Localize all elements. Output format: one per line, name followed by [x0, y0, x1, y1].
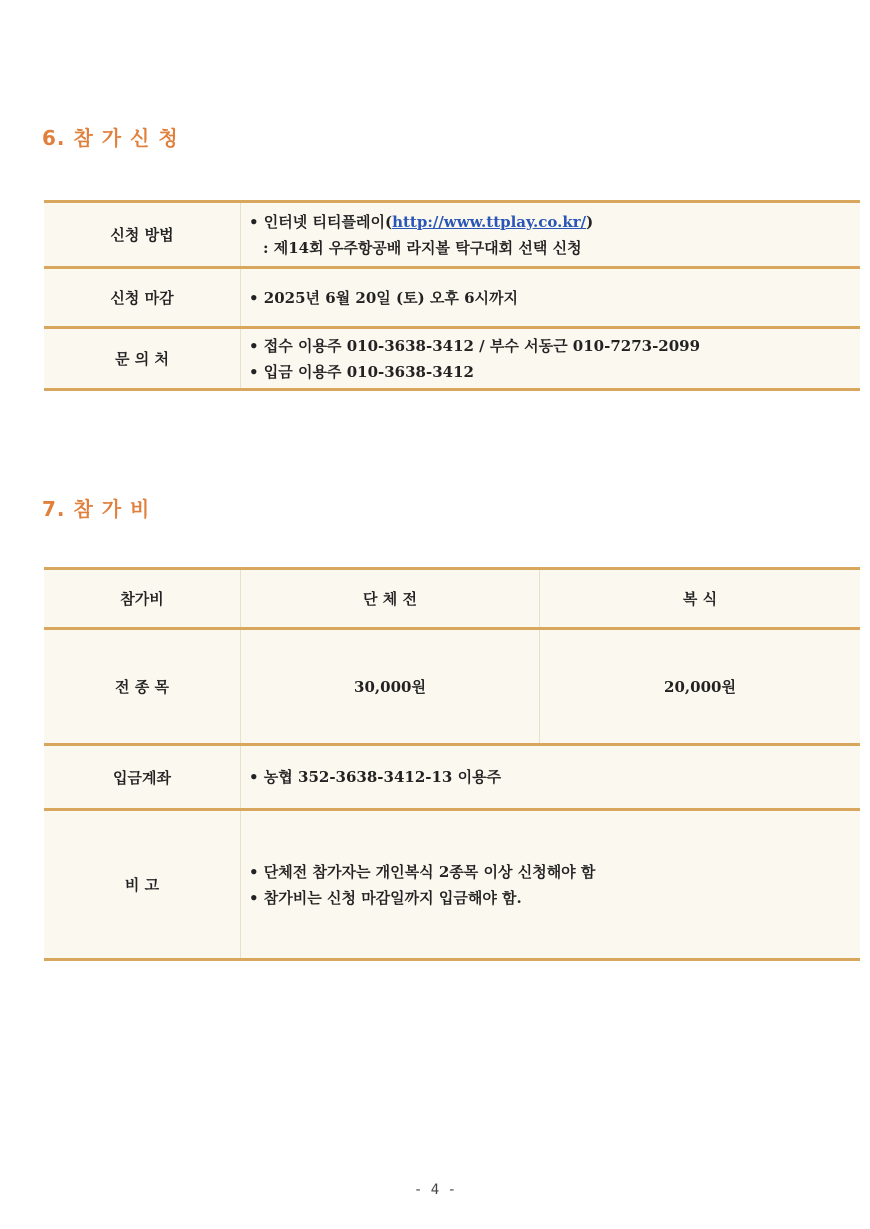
row-content-deadline [241, 269, 860, 326]
contact-line-1: • 접수 이용주 010-3638-3412 / 부수 서동근 010-7273-2099 [249, 336, 701, 355]
page-number: - 4 - [413, 1182, 457, 1198]
section-6-title: 6. 참 가 신 청 [42, 126, 179, 150]
method-suffix: ) [586, 212, 594, 231]
table-row [44, 326, 860, 391]
ttplay-link[interactable]: http://www.ttplay.co.kr/ [392, 212, 587, 231]
note-label: 비 고 [44, 811, 241, 958]
application-table [44, 200, 860, 391]
method-prefix: • 인터넷 티티플레이( [249, 212, 393, 231]
note-line-1: • 단체전 참가자는 개인복식 2종목 이상 신청해야 함 [249, 862, 596, 881]
fee-team-value: 30,000원 [241, 630, 540, 743]
note-content [241, 811, 860, 958]
account-label: 입금계좌 [44, 746, 241, 808]
method-line-1 [249, 209, 860, 235]
table-row [44, 627, 860, 743]
fee-table [44, 567, 860, 961]
fee-header-label: 참가비 [44, 570, 241, 627]
method-line-2: : 제14회 우주항공배 라지볼 탁구대회 선택 신청 [263, 238, 582, 257]
fee-header-team: 단 체 전 [241, 570, 540, 627]
table-row [44, 743, 860, 808]
fee-header-doubles: 복 식 [682, 590, 718, 608]
note-line-2: • 참가비는 신청 마감일까지 입금해야 함. [249, 888, 522, 907]
fee-row-label: 전 종 목 [44, 630, 241, 743]
contact-line-2: • 입금 이용주 010-3638-3412 [249, 362, 474, 381]
section-7-title: 7. 참 가 비 [42, 497, 151, 521]
row-content-contact [241, 329, 860, 388]
row-label-deadline: 신청 마감 [44, 269, 241, 326]
row-label-method: 신청 방법 [44, 203, 241, 266]
account-line: • 농협 352-3638-3412-13 이용주 [249, 768, 502, 786]
table-row [44, 808, 860, 961]
row-content-method [241, 203, 860, 266]
table-row [44, 200, 860, 266]
table-row [44, 266, 860, 326]
fee-doubles-value: 20,000원 [664, 678, 736, 696]
table-row [44, 567, 860, 627]
row-label-contact: 문 의 처 [44, 329, 241, 388]
account-content [241, 746, 860, 808]
deadline-line: • 2025년 6월 20일 (토) 오후 6시까지 [249, 288, 519, 307]
